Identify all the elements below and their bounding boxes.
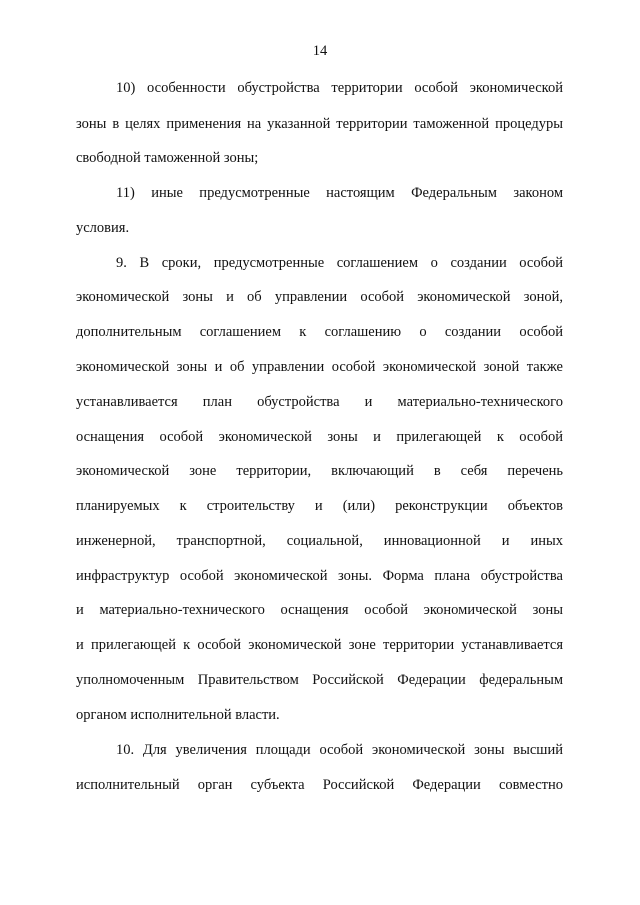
text-line: уполномоченным Правительством Российской Федерации федеральным <box>76 672 563 688</box>
text-line: экономической зоны и об управлении особой экономической зоной также <box>76 359 563 375</box>
text-line: планируемых к строительству и (или) реконструкции объектов <box>76 498 563 514</box>
text-line: исполнительный орган субъекта Российской Федерации совместно <box>76 777 563 793</box>
text-line: и прилегающей к особой экономической зоне территории устанавливается <box>76 637 563 653</box>
page-number: 14 <box>312 43 328 59</box>
text-line: устанавливается план обустройства и материально-технического <box>76 394 563 410</box>
text-line: дополнительным соглашением к соглашению о создании особой <box>76 324 563 340</box>
text-line: свободной таможенной зоны; <box>76 150 259 166</box>
text-line: экономической зоне территории, включающий в себя перечень <box>76 463 563 479</box>
text-line: инфраструктур особой экономической зоны. Форма плана обустройства <box>76 568 563 584</box>
text-line: и материально-технического оснащения особой экономической зоны <box>76 602 563 618</box>
text-line: экономической зоны и об управлении особой экономической зоной, <box>76 289 563 305</box>
text-line: 11) иные предусмотренные настоящим Федеральным законом <box>116 185 563 201</box>
text-line: органом исполнительной власти. <box>76 707 280 723</box>
text-line: условия. <box>76 220 130 236</box>
text-line: инженерной, транспортной, социальной, инновационной и иных <box>76 533 563 549</box>
text-line: оснащения особой экономической зоны и прилегающей к особой <box>76 429 563 445</box>
text-line: 10) особенности обустройства территории особой экономической <box>116 80 563 96</box>
text-line: 10. Для увеличения площади особой экономической зоны высший <box>116 742 563 758</box>
text-line: зоны в целях применения на указанной территории таможенной процедуры <box>76 116 563 132</box>
text-line: 9. В сроки, предусмотренные соглашением о создании особой <box>116 255 563 271</box>
